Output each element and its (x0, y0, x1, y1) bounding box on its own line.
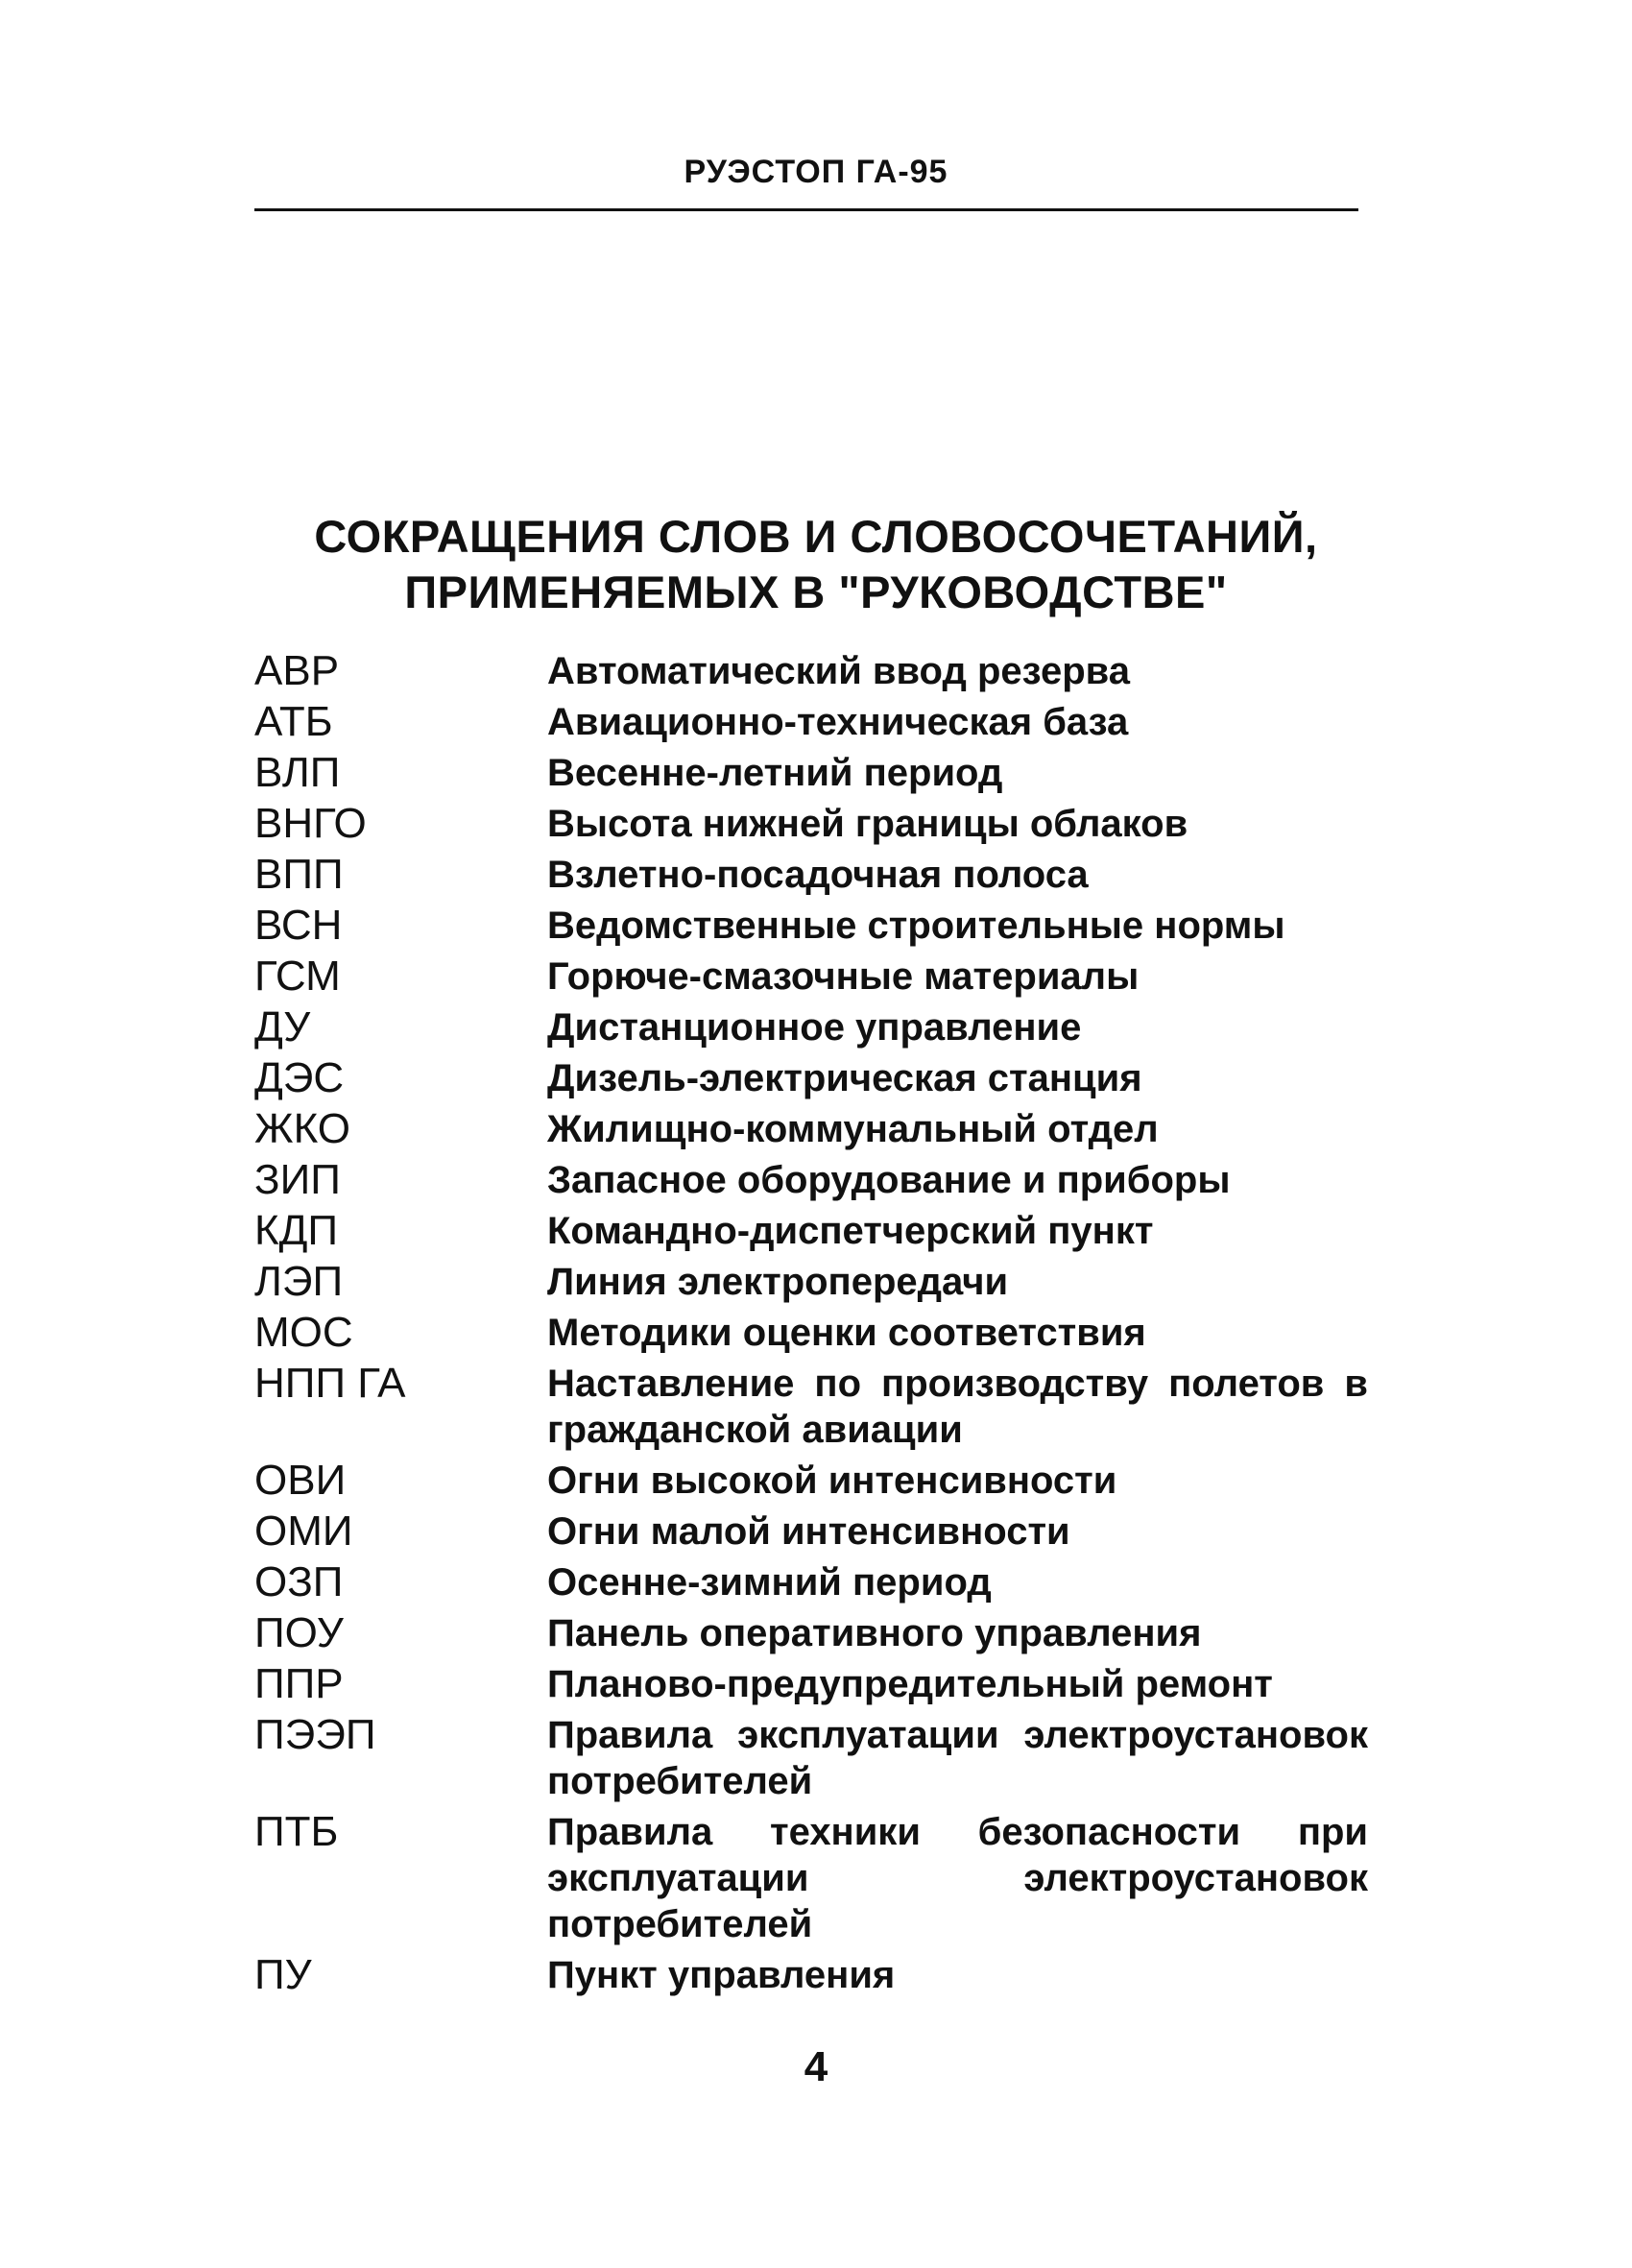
abbreviation-definition: Планово-предупредительный ремонт (547, 1663, 1273, 1705)
abbreviation: ЛЭП (254, 1258, 344, 1305)
page-number: 4 (804, 2043, 828, 2090)
abbreviation: МОС (254, 1309, 353, 1356)
abbreviation: ОЗП (254, 1558, 344, 1605)
abbreviation: ЖКО (254, 1105, 350, 1152)
abbreviation-definition: Высота нижней границы облаков (547, 803, 1188, 845)
abbreviation-definition: Линия электропередачи (547, 1261, 1009, 1303)
list-item (254, 798, 1368, 849)
list-item (254, 1205, 1368, 1256)
list-item (254, 1001, 1368, 1052)
abbreviation-definition: Методики оценки соответствия (547, 1312, 1146, 1354)
abbreviation-definition: Взлетно-посадочная полоса (547, 854, 1089, 896)
abbreviation-definition: Дизель-электрическая станция (547, 1057, 1142, 1099)
abbreviation: ВПП (254, 851, 344, 898)
list-item (254, 1307, 1368, 1358)
list-item (254, 1607, 1368, 1658)
abbreviation-definition: Правила техники безопасности при эксплуатации электроустановок потребителей (547, 1811, 1368, 1945)
list-item (254, 1154, 1368, 1205)
abbreviation-definition: Ведомственные строительные нормы (547, 905, 1285, 947)
abbreviation: ПТБ (254, 1808, 339, 1855)
list-item (254, 1358, 1368, 1455)
abbreviation: ДЭС (254, 1054, 345, 1101)
list-item (254, 1103, 1368, 1154)
abbreviation: АТБ (254, 698, 333, 745)
abbreviation-definition: Командно-диспетчерский пункт (547, 1210, 1154, 1252)
list-item (254, 645, 1368, 696)
abbreviation: ВЛП (254, 749, 341, 796)
list-item (254, 1556, 1368, 1607)
list-item (254, 1455, 1368, 1506)
abbreviation: ПЭЭП (254, 1711, 376, 1758)
abbreviation: ГСМ (254, 953, 341, 1000)
abbreviation: ОМИ (254, 1508, 353, 1555)
abbreviation: ЗИП (254, 1156, 341, 1203)
section-title-line-2: ПРИМЕНЯЕМЫХ В "РУКОВОДСТВЕ" (404, 567, 1228, 617)
list-item (254, 849, 1368, 900)
abbreviation-definition: Весенне-летний период (547, 752, 1003, 794)
list-item (254, 1052, 1368, 1103)
abbreviation: ВСН (254, 902, 343, 949)
abbreviation-definition: Наставление по производству полетов в гражданской авиации (547, 1363, 1368, 1451)
abbreviation: КДП (254, 1207, 339, 1254)
list-item (254, 900, 1368, 951)
list-item (254, 1806, 1368, 1949)
abbreviation-definition: Авиационно-техническая база (547, 701, 1129, 743)
abbreviation: ППР (254, 1660, 344, 1707)
abbreviation-definition: Пункт управления (547, 1954, 896, 1996)
list-item (254, 747, 1368, 798)
list-item (254, 1256, 1368, 1307)
abbreviation: ВНГО (254, 800, 367, 847)
abbreviation: ДУ (254, 1003, 311, 1050)
section-title (0, 509, 1632, 620)
abbreviation-definition: Запасное оборудование и приборы (547, 1159, 1231, 1201)
abbreviation: ПУ (254, 1951, 312, 1998)
abbreviation-definition: Осенне-зимний период (547, 1561, 992, 1604)
abbreviation-definition: Панель оперативного управления (547, 1612, 1202, 1654)
list-item (254, 1949, 1368, 2000)
abbreviation-definition: Дистанционное управление (547, 1006, 1082, 1049)
abbreviation-definition: Горюче-смазочные материалы (547, 955, 1140, 998)
list-item (254, 1709, 1368, 1806)
header-divider (254, 208, 1358, 211)
abbreviation: ПОУ (254, 1609, 344, 1656)
list-item (254, 1506, 1368, 1556)
abbreviation: АВР (254, 647, 340, 694)
abbreviation-definition: Жилищно-коммунальный отдел (547, 1108, 1159, 1150)
list-item (254, 951, 1368, 1001)
abbreviation-definition: Автоматический ввод резерва (547, 650, 1130, 692)
abbreviation: ОВИ (254, 1457, 347, 1504)
list-item (254, 1658, 1368, 1709)
abbreviation-list (254, 645, 1368, 2000)
running-header: РУЭСТОП ГА-95 (684, 154, 948, 190)
list-item (254, 696, 1368, 747)
abbreviation: НПП ГА (254, 1360, 406, 1407)
abbreviation-definition: Правила эксплуатации электроустановок потребителей (547, 1714, 1368, 1802)
abbreviation-definition: Огни высокой интенсивности (547, 1460, 1117, 1502)
section-title-line-1: СОКРАЩЕНИЯ СЛОВ И СЛОВОСОЧЕТАНИЙ, (314, 511, 1318, 562)
abbreviation-definition: Огни малой интенсивности (547, 1510, 1070, 1553)
